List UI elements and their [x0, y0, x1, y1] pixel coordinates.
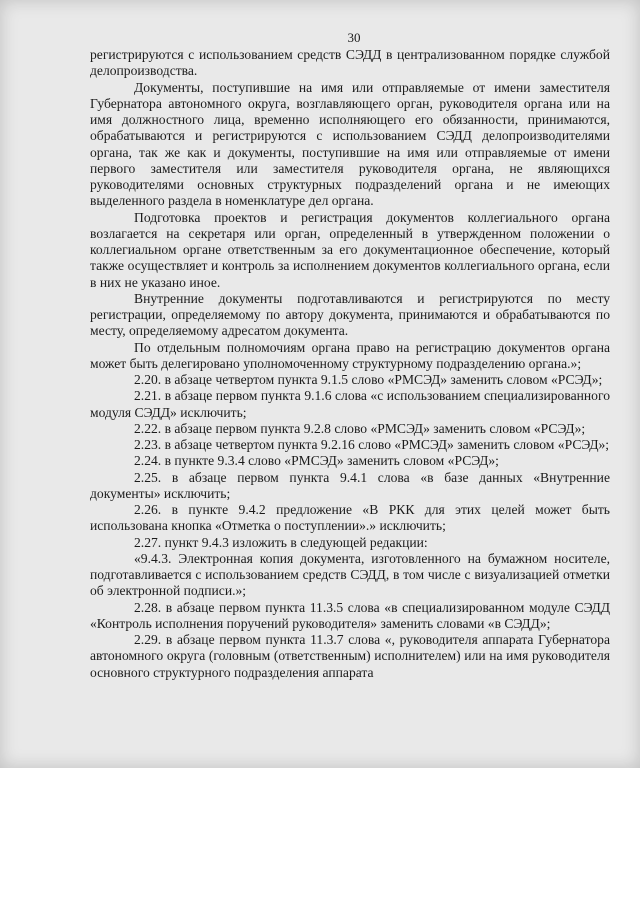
amendment-item: 2.25. в абзаце первом пункта 9.4.1 слова «в базе данных «Внутренние документы» исключить;	[90, 469, 610, 501]
blank-area	[0, 768, 640, 905]
amendment-item: 2.23. в абзаце четвертом пункта 9.2.16 слово «РМСЭД» заменить словом «РСЭД»;	[134, 437, 610, 452]
amendment-item: 2.20. в абзаце четвертом пункта 9.1.5 слово «РМСЭД» заменить словом «РСЭД»;	[134, 372, 603, 387]
paragraph: Подготовка проектов и регистрация документов коллегиального органа возлагается на секретаря или орган, определенный в утвержденном положении о коллегиальном органе ответственным за его документационное обеспечение, который также осуществляет и контроль за исполнением документов коллегиального органа, если в них не указано иное.	[90, 209, 610, 290]
page-number: 30	[347, 30, 361, 45]
amendment-item: 2.29. в абзаце первом пункта 11.3.7 слова «, руководителя аппарата Губернатора автономного округа (головным (ответственным) исполнителем) или на имя руководителя основного структурного подразделения аппарата	[90, 632, 610, 680]
paragraph: Внутренние документы подготавливаются и регистрируются по месту регистрации, определяемому по автору документа, принимаются и обрабатываются по месту, определяемому адресатом документа.	[90, 290, 610, 339]
quoted-new-text: «9.4.3. Электронная копия документа, изготовленного на бумажном носителе, подготавливается с использованием средств СЭДД, в том числе с визуализацией отметки об электронной подписи.»;	[90, 550, 610, 599]
amendment-item: 2.28. в абзаце первом пункта 11.3.5 слова «в специализированном модуле СЭДД «Контроль исполнения поручений руководителя» заменить словами «в СЭДД»;	[90, 599, 610, 631]
amendment-item: 2.21. в абзаце первом пункта 9.1.6 слова «с использованием специализированного модуля СЭДД» исключить;	[90, 388, 610, 420]
amendment-item: 2.26. в пункте 9.4.2 предложение «В РКК для этих целей может быть использована кнопка «Отметка о поступлении».» исключить;	[90, 502, 610, 534]
paragraph: Документы, поступившие на имя или отправляемые от имени заместителя Губернатора автономного округа, возглавляющего орган, руководителя органа или на имя должностного лица, временно исполняющего его обязанности, принимаются, обрабатываются и регистрируются с использованием СЭДД делопроизводителями органа, так же как и документы, поступившие на имя или отправляемые от имени первого заместителя или заместителя руководителя органа, не являющихся руководителями основных структурных подразделений органа и не имеющих выделенного раздела в номенклатуре дел органа.	[90, 79, 610, 209]
amendment-item: 2.24. в пункте 9.3.4 слово «РМСЭД» заменить словом «РСЭД»;	[134, 453, 499, 469]
amendment-item: 2.22. в абзаце первом пункта 9.2.8 слово «РМСЭД» заменить словом «РСЭД»;	[134, 420, 586, 436]
amendment-item: 2.27. пункт 9.4.3 изложить в следующей редакции:	[134, 534, 428, 550]
document-body	[90, 47, 610, 681]
paragraph: регистрируются с использованием средств СЭДД в централизованном порядке службой делопроизводства.	[90, 47, 610, 79]
paragraph: По отдельным полномочиям органа право на регистрацию документов органа может быть делегировано уполномоченному структурному подразделению органа.»;	[90, 339, 610, 371]
